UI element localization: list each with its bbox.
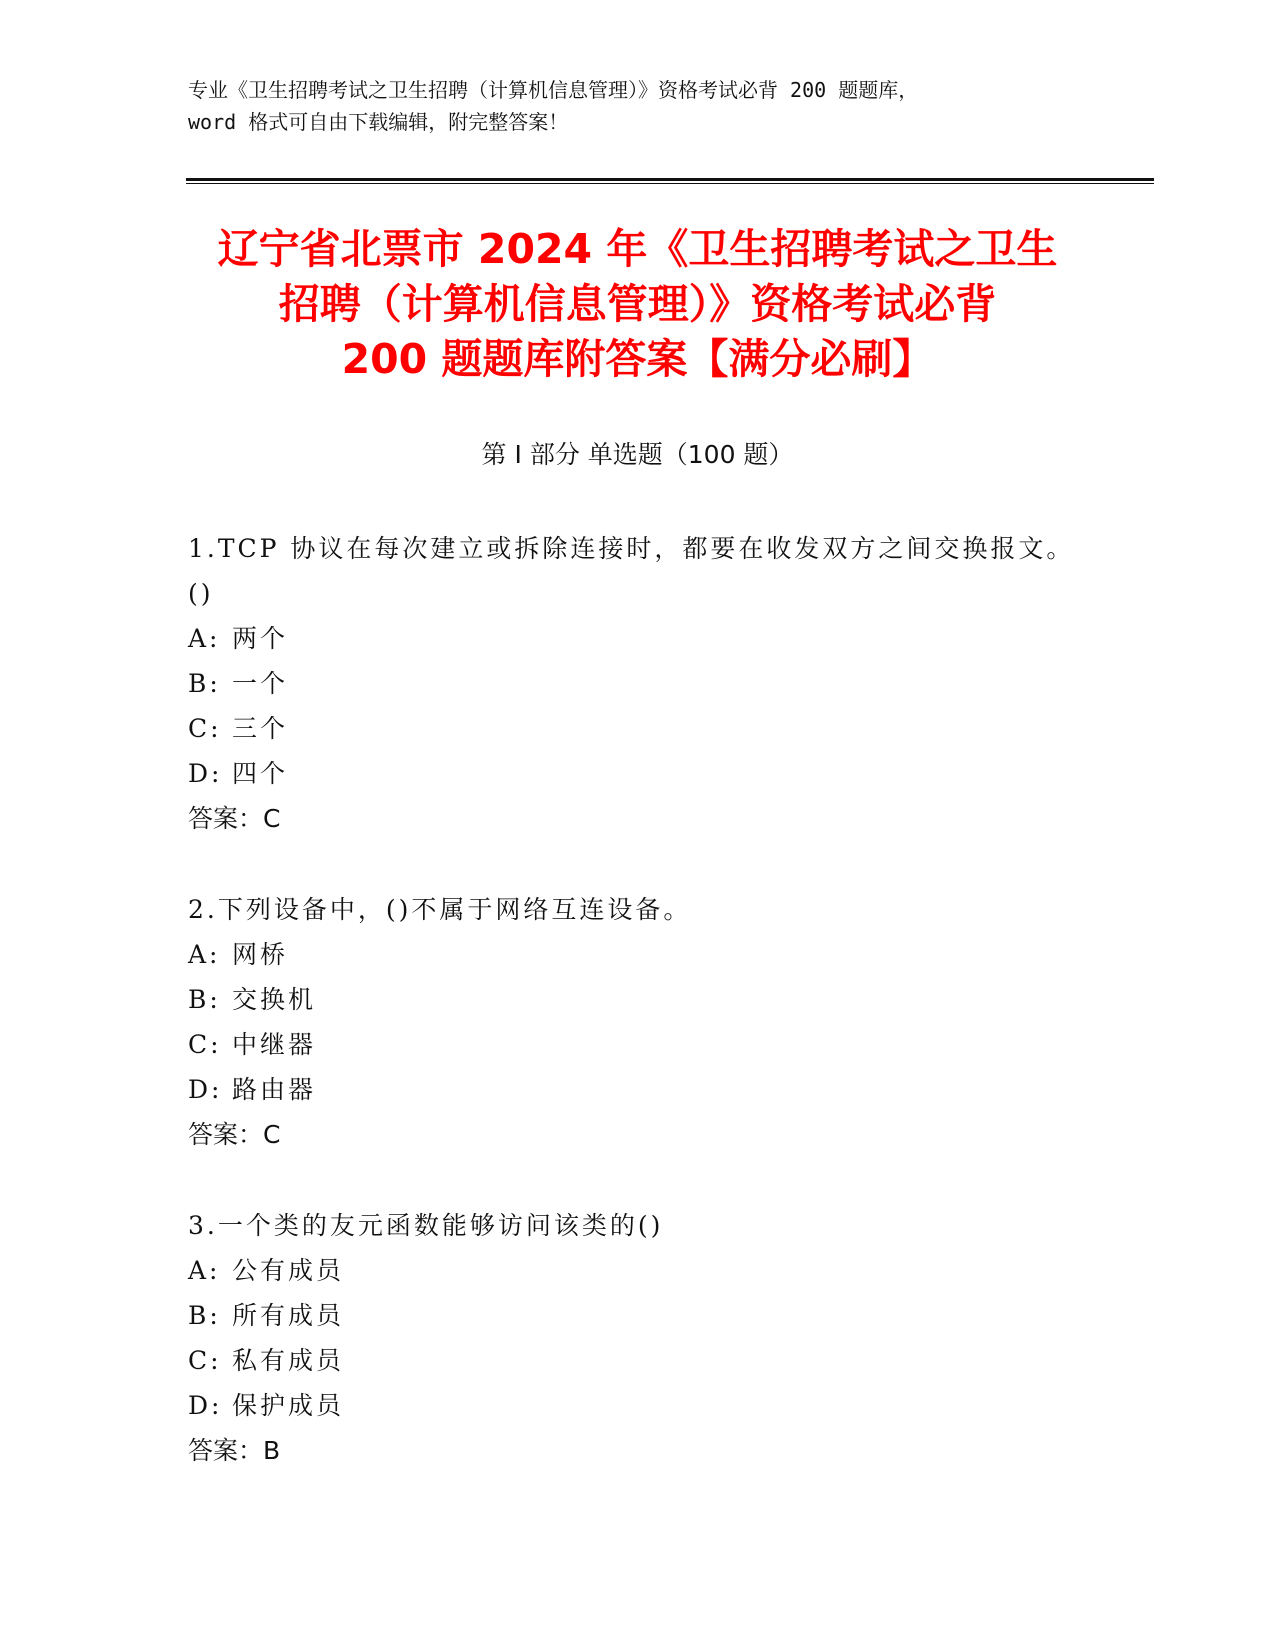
question-3 xyxy=(188,1203,1108,1473)
question-1 xyxy=(188,526,1108,841)
question-2-option-b xyxy=(188,977,1108,1022)
option-key: C: xyxy=(188,714,222,743)
option-key: B: xyxy=(188,985,221,1014)
option-text: 一个 xyxy=(232,669,289,698)
option-text: 保护成员 xyxy=(232,1391,345,1420)
section-heading: 第 I 部分 单选题（100 题） xyxy=(481,440,794,469)
title-line-2: 招聘（计算机信息管理）》资格考试必背 xyxy=(278,280,997,328)
question-3-option-b xyxy=(188,1293,1108,1338)
option-text: 四个 xyxy=(232,759,289,788)
question-3-option-d xyxy=(188,1383,1108,1428)
question-1-stem-line-2: () xyxy=(188,579,214,608)
option-key: B: xyxy=(188,1301,221,1330)
option-text: 私有成员 xyxy=(232,1346,345,1375)
title-line-1: 辽宁省北票市 2024 年《卫生招聘考试之卫生 xyxy=(217,225,1058,273)
intro-text xyxy=(188,74,1108,138)
option-key: D: xyxy=(188,1075,223,1104)
question-3-answer: 答案：B xyxy=(188,1436,281,1465)
option-key: A: xyxy=(188,1256,221,1285)
option-key: A: xyxy=(188,940,221,969)
option-key: D: xyxy=(188,759,223,788)
title-line-3: 200 题题库附答案【满分必刷】 xyxy=(341,335,934,383)
document-title xyxy=(150,222,1125,387)
option-key: D: xyxy=(188,1391,223,1420)
option-text: 三个 xyxy=(232,714,289,743)
question-2 xyxy=(188,887,1108,1157)
question-2-answer: 答案：C xyxy=(188,1120,281,1149)
question-1-option-d xyxy=(188,751,1108,796)
option-text: 交换机 xyxy=(232,985,317,1014)
question-1-stem-line-1: 1.TCP 协议在每次建立或拆除连接时，都要在收发双方之间交换报文。 xyxy=(188,534,1075,563)
question-list xyxy=(188,526,1108,1519)
question-1-option-b xyxy=(188,661,1108,706)
question-3-option-a xyxy=(188,1248,1108,1293)
question-3-option-c xyxy=(188,1338,1108,1383)
option-key: C: xyxy=(188,1346,222,1375)
option-key: C: xyxy=(188,1030,222,1059)
question-2-option-d xyxy=(188,1067,1108,1112)
question-2-stem: 2.下列设备中，()不属于网络互连设备。 xyxy=(188,895,692,924)
option-text: 路由器 xyxy=(232,1075,317,1104)
option-text: 网桥 xyxy=(232,940,289,969)
option-key: A: xyxy=(188,624,221,653)
question-2-option-c xyxy=(188,1022,1108,1067)
header-rule-thin xyxy=(186,183,1154,184)
question-3-stem: 3.一个类的友元函数能够访问该类的() xyxy=(188,1211,664,1240)
option-text: 中继器 xyxy=(232,1030,317,1059)
question-1-option-c xyxy=(188,706,1108,751)
intro-line-2: word 格式可自由下载编辑，附完整答案！ xyxy=(188,110,569,134)
option-key: B: xyxy=(188,669,221,698)
option-text: 所有成员 xyxy=(232,1301,345,1330)
question-1-option-a xyxy=(188,616,1108,661)
option-text: 公有成员 xyxy=(232,1256,345,1285)
option-text: 两个 xyxy=(232,624,289,653)
question-1-answer: 答案：C xyxy=(188,804,281,833)
question-2-option-a xyxy=(188,932,1108,977)
intro-line-1: 专业《卫生招聘考试之卫生招聘（计算机信息管理）》资格考试必背 200 题题库， xyxy=(188,78,919,102)
header-rule-thick xyxy=(186,178,1154,181)
